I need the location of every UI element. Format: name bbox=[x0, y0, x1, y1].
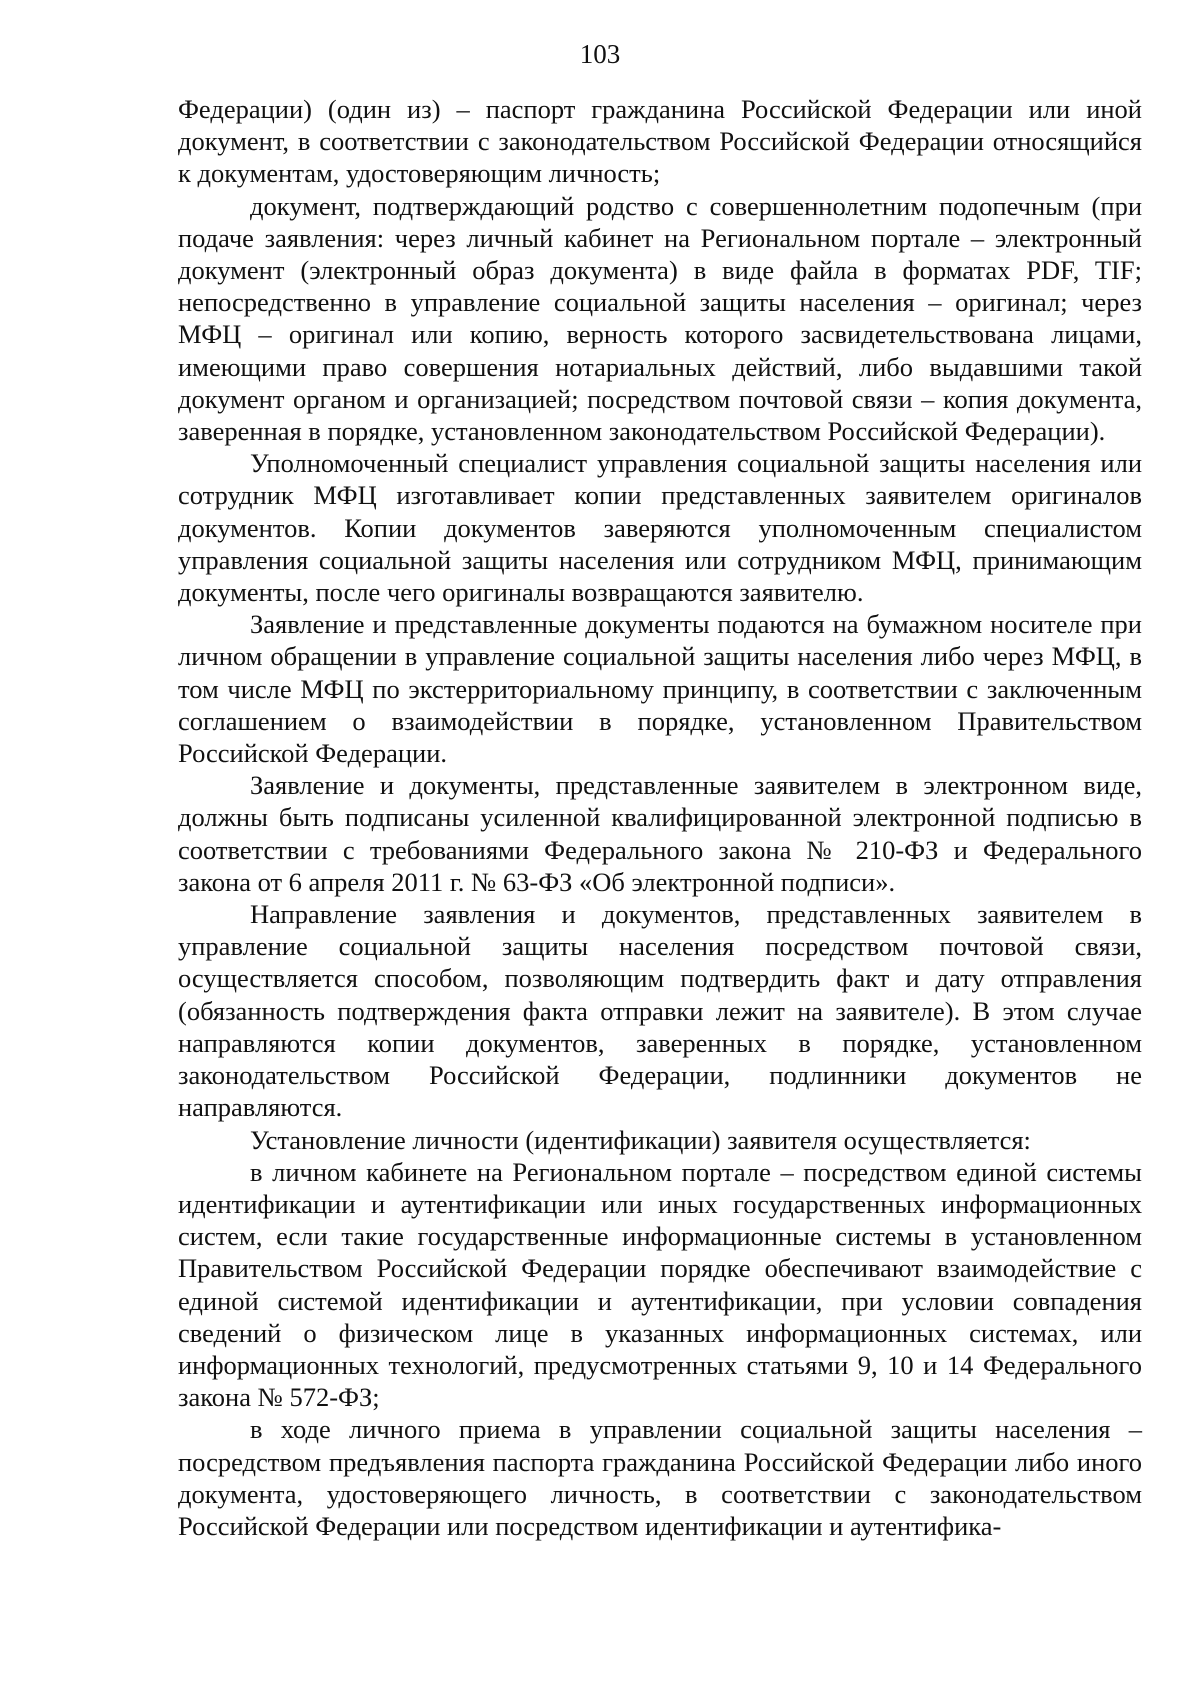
paragraph: Направление заявления и документов, представленных заявителем в управление социальной защиты населения посредством почтовой связи, осуществляется способом, позволяющим подтвердить факт и дату отправления (обязанность подтверждения факта отправки лежит на заявителе). В этом случае направляются копии документов, заверенных в порядке, установленном законодательством Российской Федерации, подлинники документов не направляются. bbox=[178, 899, 1142, 1123]
paragraph: Заявление и документы, представленные заявителем в электронном виде, должны быть подписаны усиленной квалифицированной электронной подписью в соответствии с требованиями Федерального закона № 210-ФЗ и Федерального закона от 6 апреля 2011 г. № 63-ФЗ «Об электронной подписи». bbox=[178, 770, 1142, 897]
paragraph: документ, подтверждающий родство с совершеннолетним подопечным (при подаче заявления: через личный кабинет на Региональном портале – электронный документ (электронный образ документа) в виде файла в форматах PDF, TIF; непосредственно в управление социальной защиты населения – оригинал; через МФЦ – оригинал или копию, верность которого засвидетельствована лицами, имеющими право совершения нотариальных действий, либо выдавшими такой документ органом и организацией; посредством почтовой связи – копия документа, заверенная в порядке, установленном законодательством Российской Федерации). bbox=[178, 190, 1142, 447]
document-body bbox=[178, 93, 1142, 1542]
paragraph: Установление личности (идентификации) заявителя осуществляется: bbox=[250, 1124, 1031, 1155]
paragraph: в личном кабинете на Региональном портале – посредством единой системы идентификации и аутентификации или иных государственных информационных систем, если такие государственные информационные системы в установленном Правительством Российской Федерации порядке обеспечивают взаимодействие с единой системой идентификации и аутентификации, при условии совпадения сведений о физическом лице в указанных информационных системах, или информационных технологий, предусмотренных статьями 9, 10 и 14 Федерального закона № 572-ФЗ; bbox=[178, 1156, 1142, 1413]
paragraph: Федерации) (один из) – паспорт гражданина Российской Федерации или иной документ, в соответствии с законодательством Российской Федерации относящийся к документам, удостоверяющим личность; bbox=[178, 94, 1142, 189]
paragraph: Заявление и представленные документы подаются на бумажном носителе при личном обращении в управление социальной защиты населения либо через МФЦ, в том числе МФЦ по экстерриториальному принципу, в соответствии с заключенным соглашением о взаимодействии в порядке, установленном Правительством Российской Федерации. bbox=[178, 609, 1142, 769]
paragraph: Уполномоченный специалист управления социальной защиты населения или сотрудник МФЦ изготавливает копии представленных заявителем оригиналов документов. Копии документов заверяются уполномоченным специалистом управления социальной защиты населения или сотрудником МФЦ, принимающим документы, после чего оригиналы возвращаются заявителю. bbox=[178, 448, 1142, 608]
page-number: 103 bbox=[579, 39, 621, 69]
paragraph: в ходе личного приема в управлении социальной защиты населения – посредством предъявления паспорта гражданина Российской Федерации либо иного документа, удостоверяющего личность, в соответствии с законодательством Российской Федерации или посредством идентификации и аутентифика- bbox=[178, 1414, 1142, 1541]
